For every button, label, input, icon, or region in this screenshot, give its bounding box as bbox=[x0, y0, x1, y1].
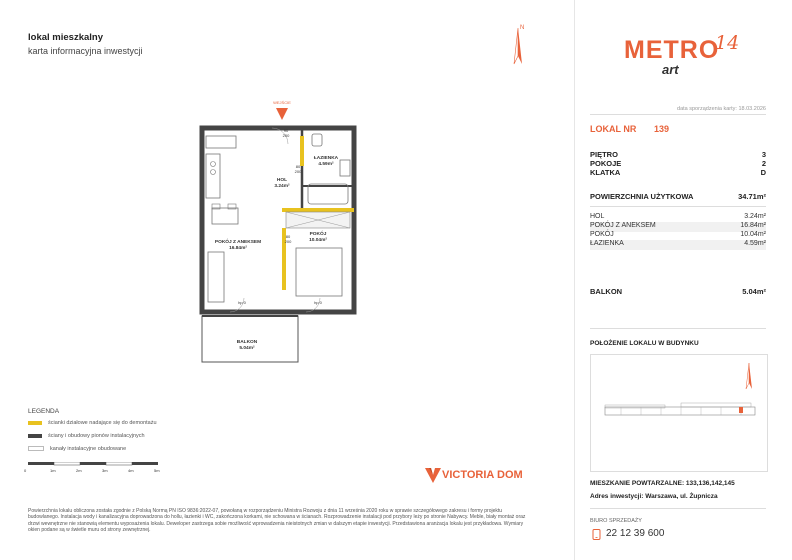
plan-label-bathroom: ŁAZIENKA 4.59m² bbox=[313, 156, 339, 167]
column-divider bbox=[574, 0, 575, 560]
building-position-title: POŁOŻENIE LOKALU W BUDYNKU bbox=[590, 340, 699, 347]
plan-label-room: POKÓJ 10.04m² bbox=[309, 232, 327, 243]
legend-item: ścianki działowe nadające się do demontażu bbox=[28, 420, 157, 426]
usable-area: POWIERZCHNIA UŻYTKOWA 34.71m² bbox=[590, 192, 766, 201]
phone-icon bbox=[592, 529, 601, 540]
detail-staircase: KLATKA D bbox=[590, 168, 766, 177]
repeat-units: MIESZKANIE POWTARZALNE: 133,136,142,145 bbox=[590, 480, 735, 487]
room-row: HOL 3.24m² bbox=[590, 213, 766, 220]
scale-tick: 1m bbox=[50, 468, 56, 473]
victoria-dom-icon bbox=[424, 466, 442, 484]
legend-item: kanały instalacyjne obudowane bbox=[28, 446, 126, 452]
plan-label-balcony: BALKON 5.04m² bbox=[236, 340, 258, 351]
plan-label-hall: HOL 3.24m² bbox=[274, 178, 290, 189]
metro-art-logo: METRO art 14 bbox=[624, 32, 740, 77]
entrance-arrow-icon bbox=[276, 108, 288, 120]
window-height: hp 0 bbox=[314, 300, 322, 305]
door-dimension: 90 200 bbox=[282, 128, 290, 138]
door-dimension: 80 200 bbox=[284, 234, 292, 244]
disclaimer-text: Powierzchnia lokalu obliczona została zgodnie z Polską Normą PN ISO 9836:2022-07, powołaną w rozporządzeniu Ministra Rozwoju z dnia 11 września 2020 roku w sprawie szczegółowego zakresu i formy projektu budowlanego. Instalacja wody i kanalizacyjna doprowadzona do hollu, łazienki i WC, zakończona korkami, nie schowana w ścianach. Rozprowadzenie instalacji pod przybory leży po stronie Nabywcy. Meble, biały montaż oraz drzwi wewnętrzne nie stanowią elementu wyposażenia lokalu. Deweloper zastrzega sobie możliwość wprowadzenia nieistotnych zmian w dalszym etapie inwestycji. Przedstawiona aranżacja lokalu jest przykładowa. Wymiary okien podane są w świetle muru od strony zewnętrznej. bbox=[28, 508, 526, 533]
victoria-dom-logo: VICTORIA DOM bbox=[424, 466, 442, 489]
room-row: POKÓJ Z ANEKSEM 16.84m² bbox=[590, 222, 766, 232]
north-arrow-icon bbox=[508, 22, 528, 66]
scale-tick: 2m bbox=[76, 468, 82, 473]
entrance-label: WEJŚCIE bbox=[273, 100, 291, 105]
detail-rooms: POKOJE 2 bbox=[590, 159, 766, 168]
legend-title: LEGENDA bbox=[28, 408, 60, 415]
scale-tick: 4m bbox=[128, 468, 134, 473]
scale-tick: 3m bbox=[102, 468, 108, 473]
divider bbox=[590, 114, 766, 115]
document-subtitle: karta informacyjna inwestycji bbox=[28, 46, 143, 56]
scale-tick: 0 bbox=[24, 468, 27, 473]
balcony-area: BALKON 5.04m² bbox=[590, 287, 766, 296]
detail-floor: PIĘTRO 3 bbox=[590, 150, 766, 159]
divider bbox=[590, 508, 766, 509]
plan-label-living: POKÓJ Z ANEKSEM 16.84m² bbox=[214, 240, 262, 251]
investment-address: Adres inwestycji: Warszawa, ul. Żupnicza bbox=[590, 493, 718, 500]
scale-tick: 5m bbox=[154, 468, 160, 473]
document-title: lokal mieszkalny bbox=[28, 32, 103, 43]
divider bbox=[590, 328, 766, 329]
room-row: POKÓJ 10.04m² bbox=[590, 231, 766, 238]
door-dimension: 80 200 bbox=[294, 164, 302, 174]
card-date: data sporządzenia karty: 18.03.2026 bbox=[677, 106, 766, 112]
unit-label: LOKAL NR bbox=[590, 124, 637, 134]
sales-phone[interactable]: 22 12 39 600 bbox=[606, 528, 665, 539]
building-location-map bbox=[590, 354, 768, 472]
room-row: ŁAZIENKA 4.59m² bbox=[590, 240, 766, 250]
unit-number: 139 bbox=[654, 124, 670, 134]
window-height: hp 0 bbox=[238, 300, 246, 305]
divider bbox=[590, 206, 766, 207]
legend-item: ściany i obudowy pionów instalacyjnych bbox=[28, 433, 145, 439]
sales-office-label: BIURO SPRZEDAŻY bbox=[590, 518, 642, 524]
svg-text:N: N bbox=[520, 25, 525, 31]
